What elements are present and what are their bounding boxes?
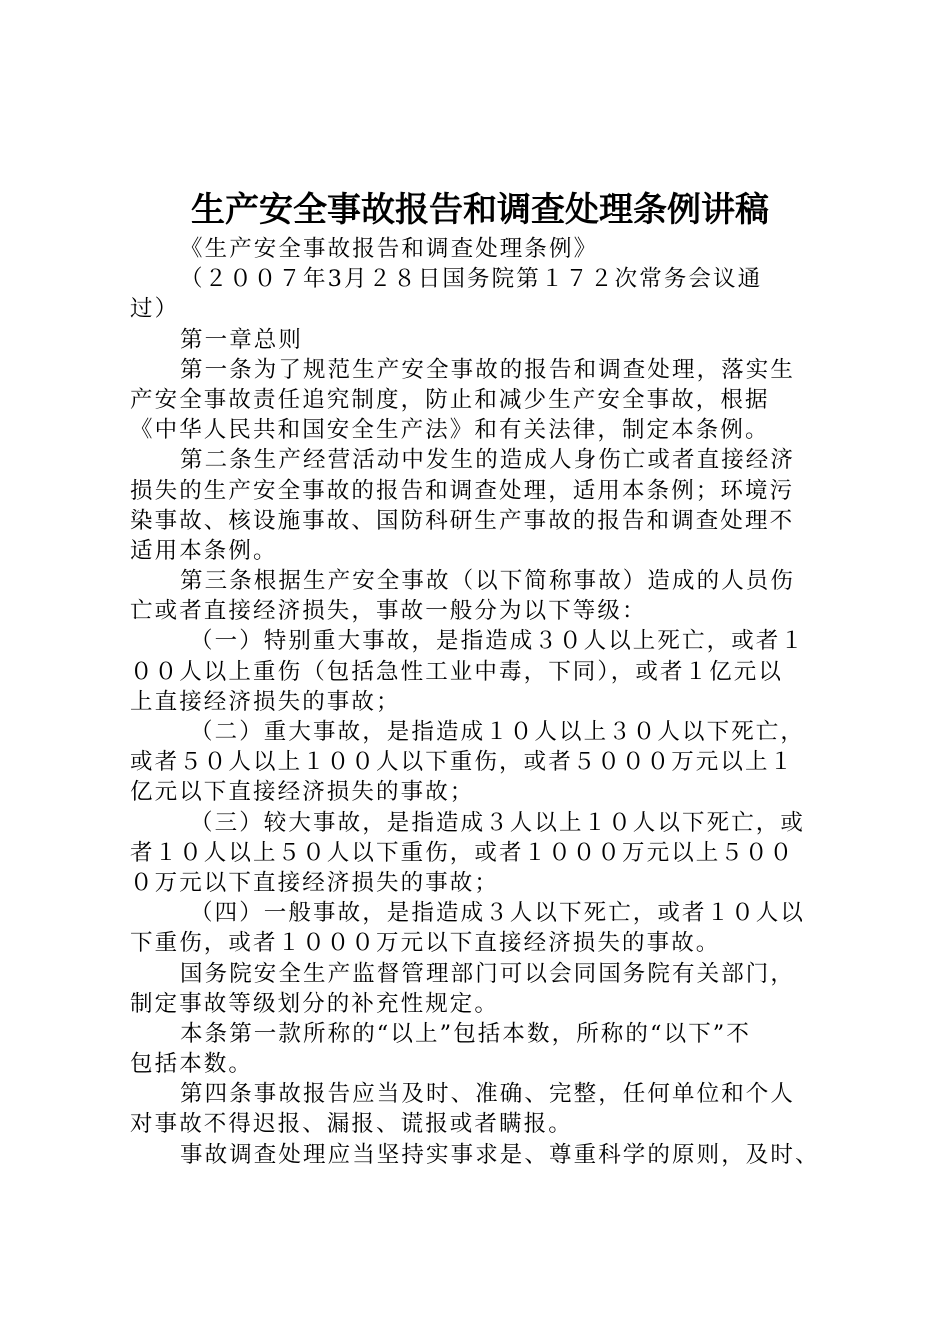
text-line: 本条第一款所称的“以上”包括本数，所称的“以下”不: [180, 1020, 752, 1047]
document-title: 生产安全事故报告和调查处理条例讲稿: [191, 190, 769, 230]
text-line: 亿元以下直接经济损失的事故；: [130, 779, 475, 806]
text-line: 下重伤，或者１０００万元以下直接经济损失的事故。: [130, 930, 721, 957]
text-line: 损失的生产安全事故的报告和调查处理，适用本条例；环境污: [130, 477, 795, 504]
text-line: 产安全事故责任追究制度，防止和减少生产安全事故，根据: [130, 386, 770, 413]
text-line: （二）重大事故，是指造成１０人以上３０人以下死亡，: [190, 719, 806, 745]
text-line: ０万元以下直接经济损失的事故；: [130, 869, 500, 896]
text-line: 《生产安全事故报告和调查处理条例》: [180, 236, 599, 262]
document-body: [130, 234, 830, 1170]
text-line: 制定事故等级划分的补充性规定。: [130, 990, 500, 1017]
text-line: 国务院安全生产监督管理部门可以会同国务院有关部门，: [180, 960, 796, 987]
text-line: 适用本条例。: [130, 537, 278, 564]
text-line: 包括本数。: [130, 1051, 254, 1078]
text-line: 对事故不得迟报、漏报、谎报或者瞒报。: [130, 1111, 573, 1138]
text-line: 第二条生产经营活动中发生的造成人身伤亡或者直接经济: [180, 447, 796, 474]
text-line: 过）: [130, 296, 180, 323]
text-line: 亡或者直接经济损失，事故一般分为以下等级：: [130, 598, 647, 625]
text-line: （一）特别重大事故，是指造成３０人以上死亡，或者１: [190, 628, 806, 655]
text-line: （四）一般事故，是指造成３人以下死亡，或者１０人以: [190, 900, 806, 927]
text-line: （２００７年3月２８日国务院第１７２次常务会议通: [180, 266, 763, 293]
text-line: 第三条根据生产安全事故（以下简称事故）造成的人员伤: [180, 568, 796, 595]
text-line: 或者５０人以上１００人以下重伤，或者５０００万元以上１: [130, 749, 795, 776]
text-line: 《中华人民共和国安全生产法》和有关法律，制定本条例。: [130, 417, 770, 444]
text-line: 事故调查处理应当坚持实事求是、尊重科学的原则，及时、: [180, 1141, 820, 1168]
text-line: （三）较大事故，是指造成３人以上１０人以下死亡，或: [190, 809, 806, 836]
text-line: 第四条事故报告应当及时、准确、完整，任何单位和个人: [180, 1081, 796, 1108]
text-line: 第一条为了规范生产安全事故的报告和调查处理，落实生: [180, 356, 796, 383]
text-line: 上直接经济损失的事故；: [130, 688, 401, 715]
text-line: 染事故、核设施事故、国防科研生产事故的报告和调查处理不: [130, 507, 795, 534]
text-line: ００人以上重伤（包括急性工业中毒，下同），或者１亿元以: [130, 658, 783, 685]
text-line: 者１０人以上５０人以下重伤，或者１０００万元以上５００: [130, 839, 795, 866]
text-line: 第一章总则: [180, 326, 304, 353]
